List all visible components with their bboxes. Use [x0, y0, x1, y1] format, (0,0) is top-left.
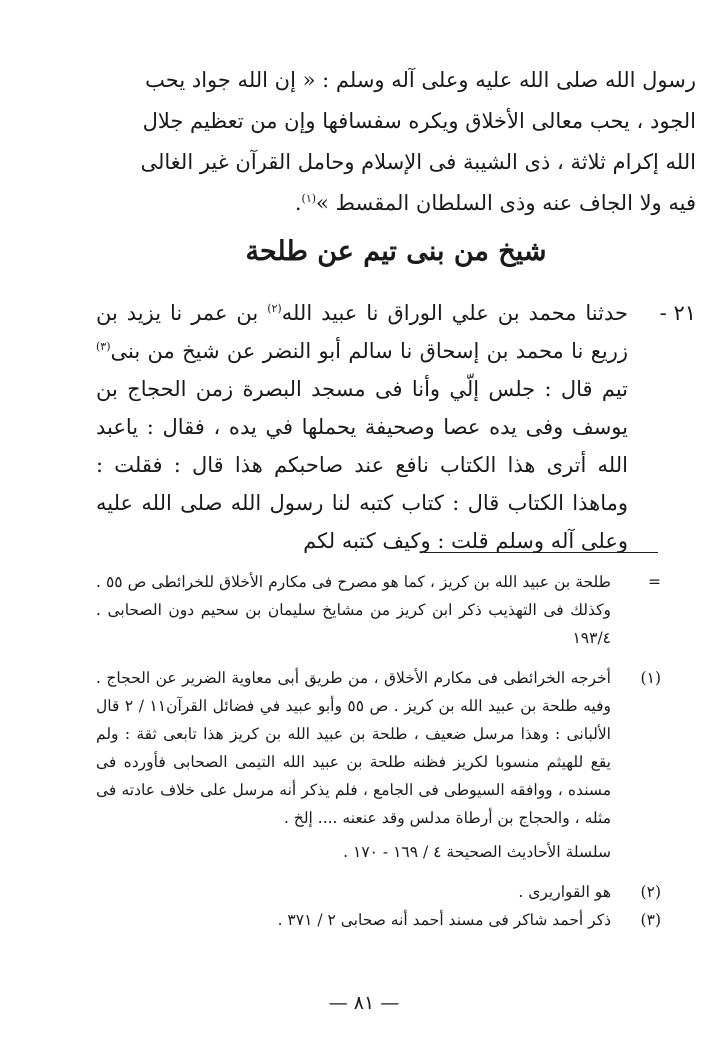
footnote-text: هو القواريرى . — [518, 883, 611, 901]
hadith-body — [96, 294, 628, 560]
text-line: الجود ، يحب معالى الأخلاق ويكره سفسافها وإن من تعظيم جلال — [142, 109, 696, 133]
page-number: — ٨١ — — [328, 992, 400, 1014]
footnote-text: أخرجه الخرائطى فى مكارم الأخلاق ، من طريق أبى معاوية الضرير عن الحجاج . وفيه طلحة بن عبيد الله بن كريز . ص ٥٥ وأبو عبيد في فضائل القرآن١١ / ٢ قال الألبانى : وهذا مرسل ضعيف ، طلحة بن عبيد الله بن كريز هذا تابعى ثقة : ولم يقع للهيثم منسوبا لكريز فظنه طلحة بن عبيد الله التيمى الصحابى فأورده فى مسنده ، ووافقه السيوطى فى الجامع ، فلم يذكر أنه مرسل على خلاف عادته فى مثله ، والحجاج بن أرطاة مدلس وقد عنعنه .... إلخ . — [96, 669, 611, 827]
footnote-ref-3[interactable]: (٣) — [96, 340, 111, 353]
hadith-text: تيم قال : جلس إلّي وأنا فى مسجد البصرة زمن الحجاج بن يوسف وفى يده عصا وصحيفة يحملها في يده ، فقال : ياعبد الله أترى هذا الكتاب نافع عند صاحبكم هذا قال : فقلت : وماهذا الكتاب قال : كتاب كتبه لنا رسول الله صلى الله عليه وعلى آله وسلم قلت : وكيف كتبه لكم — [96, 377, 628, 553]
text-line: رسول الله صلى الله عليه وعلى آله وسلم : « إن الله جواد يحب — [145, 68, 696, 92]
footnote-continued — [96, 568, 661, 652]
footnote-source: سلسلة الأحاديث الصحيحة ٤ / ١٦٩ - ١٧٠ . — [343, 843, 611, 861]
footnote-marker: (٣) — [640, 911, 661, 929]
footnote-2 — [96, 878, 661, 906]
main-text — [96, 60, 696, 224]
hadith-21 — [96, 294, 696, 560]
footnote-text: ذكر أحمد شاكر فى مسند أحمد أنه صحابى ٢ / ٣٧١ . — [277, 911, 611, 929]
footnotes — [96, 568, 661, 934]
footnote-ref-2[interactable]: (٢) — [267, 302, 282, 315]
text-line-end: . — [294, 191, 302, 215]
footnote-marker: (١) — [640, 669, 661, 687]
footnote-marker: (٢) — [640, 883, 661, 901]
footnote-separator — [424, 552, 658, 553]
hadith-text: حدثنا محمد بن علي الوراق نا عبيد الله — [281, 301, 628, 325]
footnote-3 — [96, 906, 661, 934]
text-line: الله إكرام ثلاثة ، ذى الشيبة فى الإسلام وحامل القرآن غير الغالى — [140, 150, 696, 174]
footnote-ref-1[interactable]: (١) — [301, 192, 317, 205]
section-heading: شيخ من بنى تيم عن طلحة — [245, 236, 547, 267]
hadith-number: ٢١ - — [659, 301, 696, 325]
text-line — [96, 183, 696, 224]
text-line-body: فيه ولا الجاف عنه وذى السلطان المقسط » — [316, 191, 696, 215]
hadith-text: بن عمر نا يزيد بن زريع نا محمد بن إسحاق نا سالم أبو النضر عن شيخ من بنى — [96, 301, 628, 363]
footnote-text: طلحة بن عبيد الله بن كريز ، كما هو مصرح فى مكارم الأخلاق للخرائطى ص ٥٥ . وكذلك فى التهذيب ذكر ابن كريز من مشايخ سليمان بن سحيم دون الصحابى . ١٩٣/٤ — [96, 573, 612, 647]
footnote-1 — [96, 664, 661, 832]
footnote-marker: = — [648, 573, 661, 591]
footnote-1-source — [96, 838, 661, 866]
